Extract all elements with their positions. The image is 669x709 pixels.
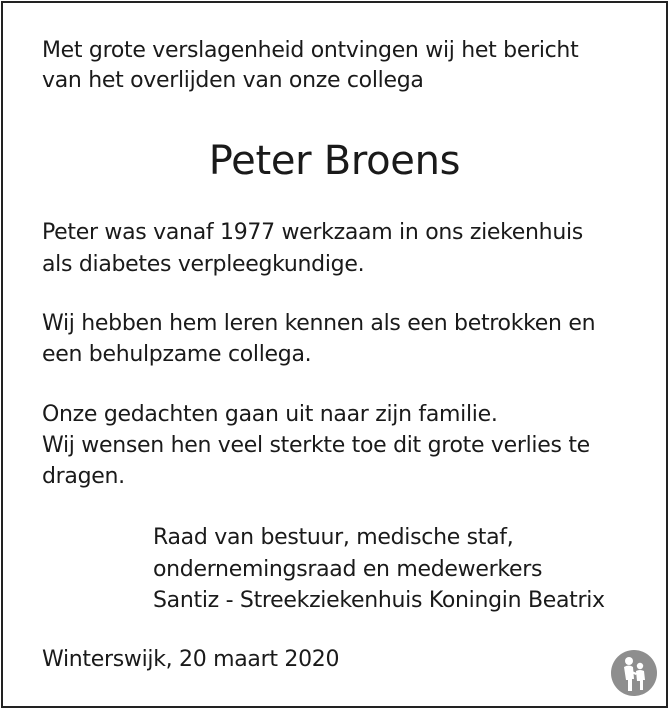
signature-line-3: Santiz - Streekziekenhuis Koningin Beatrix: [153, 588, 605, 613]
body-paragraph-1-line-1: Peter was vanaf 1977 werkzaam in ons ziekenhuis: [42, 220, 583, 245]
body-paragraph-3-line-3: dragen.: [42, 464, 125, 489]
signature-line-1: Raad van bestuur, medische staf,: [153, 525, 514, 550]
body-paragraph-2-line-1: Wij hebben hem leren kennen als een betrokken en: [42, 311, 596, 336]
deceased-name: Peter Broens: [208, 138, 461, 184]
body-paragraph-3-line-1: Onze gedachten gaan uit naar zijn familie.: [42, 402, 498, 427]
mourning-figures-icon: [610, 649, 658, 697]
intro-line-1: Met grote verslagenheid ontvingen wij het bericht: [42, 38, 579, 63]
body-paragraph-3-line-2: Wij wensen hen veel sterkte toe dit grote verlies te: [42, 433, 590, 458]
body-paragraph-2-line-2: een behulpzame collega.: [42, 342, 312, 367]
place-and-date: Winterswijk, 20 maart 2020: [42, 647, 340, 672]
body-paragraph-1-line-2: als diabetes verpleegkundige.: [42, 252, 365, 277]
signature-line-2: ondernemingsraad en medewerkers: [153, 557, 543, 582]
intro-line-2: van het overlijden van onze collega: [42, 68, 424, 93]
